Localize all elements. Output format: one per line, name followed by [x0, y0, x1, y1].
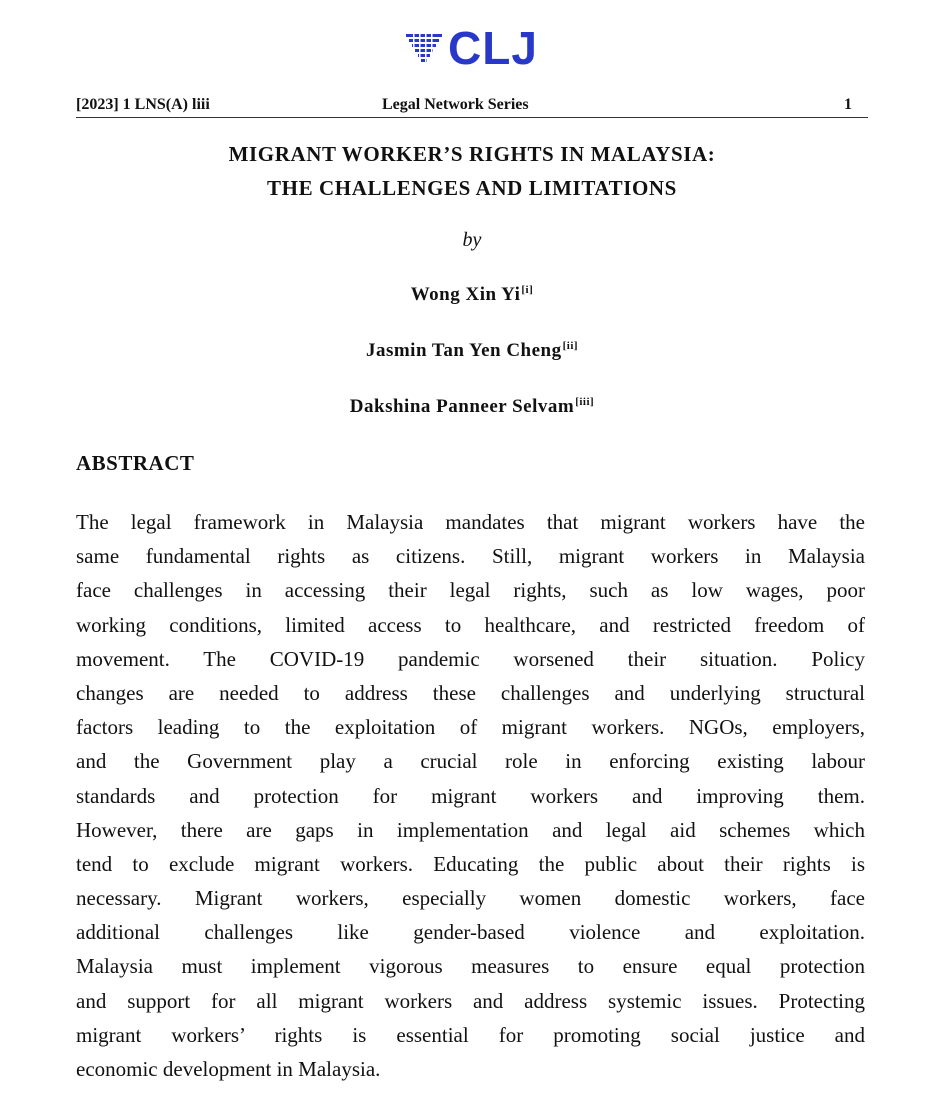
abstract-line: and the Government play a crucial role in enforcing existing labour	[76, 749, 865, 774]
article-title-line-2: THE CHALLENGES AND LIMITATIONS	[267, 176, 677, 200]
author-1	[76, 284, 868, 306]
abstract-line: same fundamental rights as citizens. Still, migrant workers in Malaysia	[76, 544, 865, 569]
abstract-line: standards and protection for migrant workers and improving them.	[76, 783, 865, 808]
author-footnote-ref[interactable]: [iii]	[575, 395, 595, 408]
abstract-line: However, there are gaps in implementation and legal aid schemes which	[76, 817, 865, 842]
author-name: Dakshina Panneer Selvam	[349, 396, 575, 417]
author-2	[76, 340, 868, 362]
abstract-line: tend to exclude migrant workers. Educating the public about their rights is	[76, 851, 865, 876]
author-name: Wong Xin Yi	[410, 284, 521, 305]
clj-logo-text: CLJ	[448, 22, 538, 74]
author-footnote-ref[interactable]: [ii]	[562, 339, 579, 352]
byline: by	[462, 229, 482, 251]
abstract-line: additional challenges like gender-based violence and exploitation.	[76, 920, 865, 945]
running-header	[76, 95, 868, 118]
article-title-line-1: MIGRANT WORKER’S RIGHTS IN MALAYSIA:	[228, 142, 716, 166]
author-name: Jasmin Tan Yen Cheng	[365, 340, 562, 361]
abstract-body	[76, 505, 865, 1086]
abstract-line: necessary. Migrant workers, especially women domestic workers, face	[76, 886, 865, 911]
citation: [2023] 1 LNS(A) liii	[76, 96, 210, 113]
author-3	[76, 396, 868, 418]
abstract-line: movement. The COVID-19 pandemic worsened their situation. Policy	[76, 646, 865, 671]
abstract-heading: ABSTRACT	[76, 451, 195, 475]
article-title	[76, 137, 868, 205]
abstract-line: changes are needed to address these challenges and underlying structural	[76, 680, 865, 705]
clj-logo	[404, 22, 538, 74]
series-name: Legal Network Series	[382, 96, 529, 113]
clj-logo-mark-icon	[404, 28, 444, 68]
page-number: 1	[844, 96, 852, 113]
abstract-line: migrant workers’ rights is essential for promoting social justice and	[76, 1022, 865, 1047]
abstract-line: economic development in Malaysia.	[76, 1057, 381, 1081]
abstract-line: face challenges in accessing their legal rights, such as low wages, poor	[76, 578, 865, 603]
abstract-line: working conditions, limited access to healthcare, and restricted freedom of	[76, 612, 865, 637]
author-footnote-ref[interactable]: [i]	[521, 283, 534, 296]
abstract-line: and support for all migrant workers and address systemic issues. Protecting	[76, 988, 865, 1013]
abstract-line: Malaysia must implement vigorous measures to ensure equal protection	[76, 954, 865, 979]
abstract-line: factors leading to the exploitation of migrant workers. NGOs, employers,	[76, 715, 865, 740]
abstract-line: The legal framework in Malaysia mandates that migrant workers have the	[76, 510, 865, 534]
